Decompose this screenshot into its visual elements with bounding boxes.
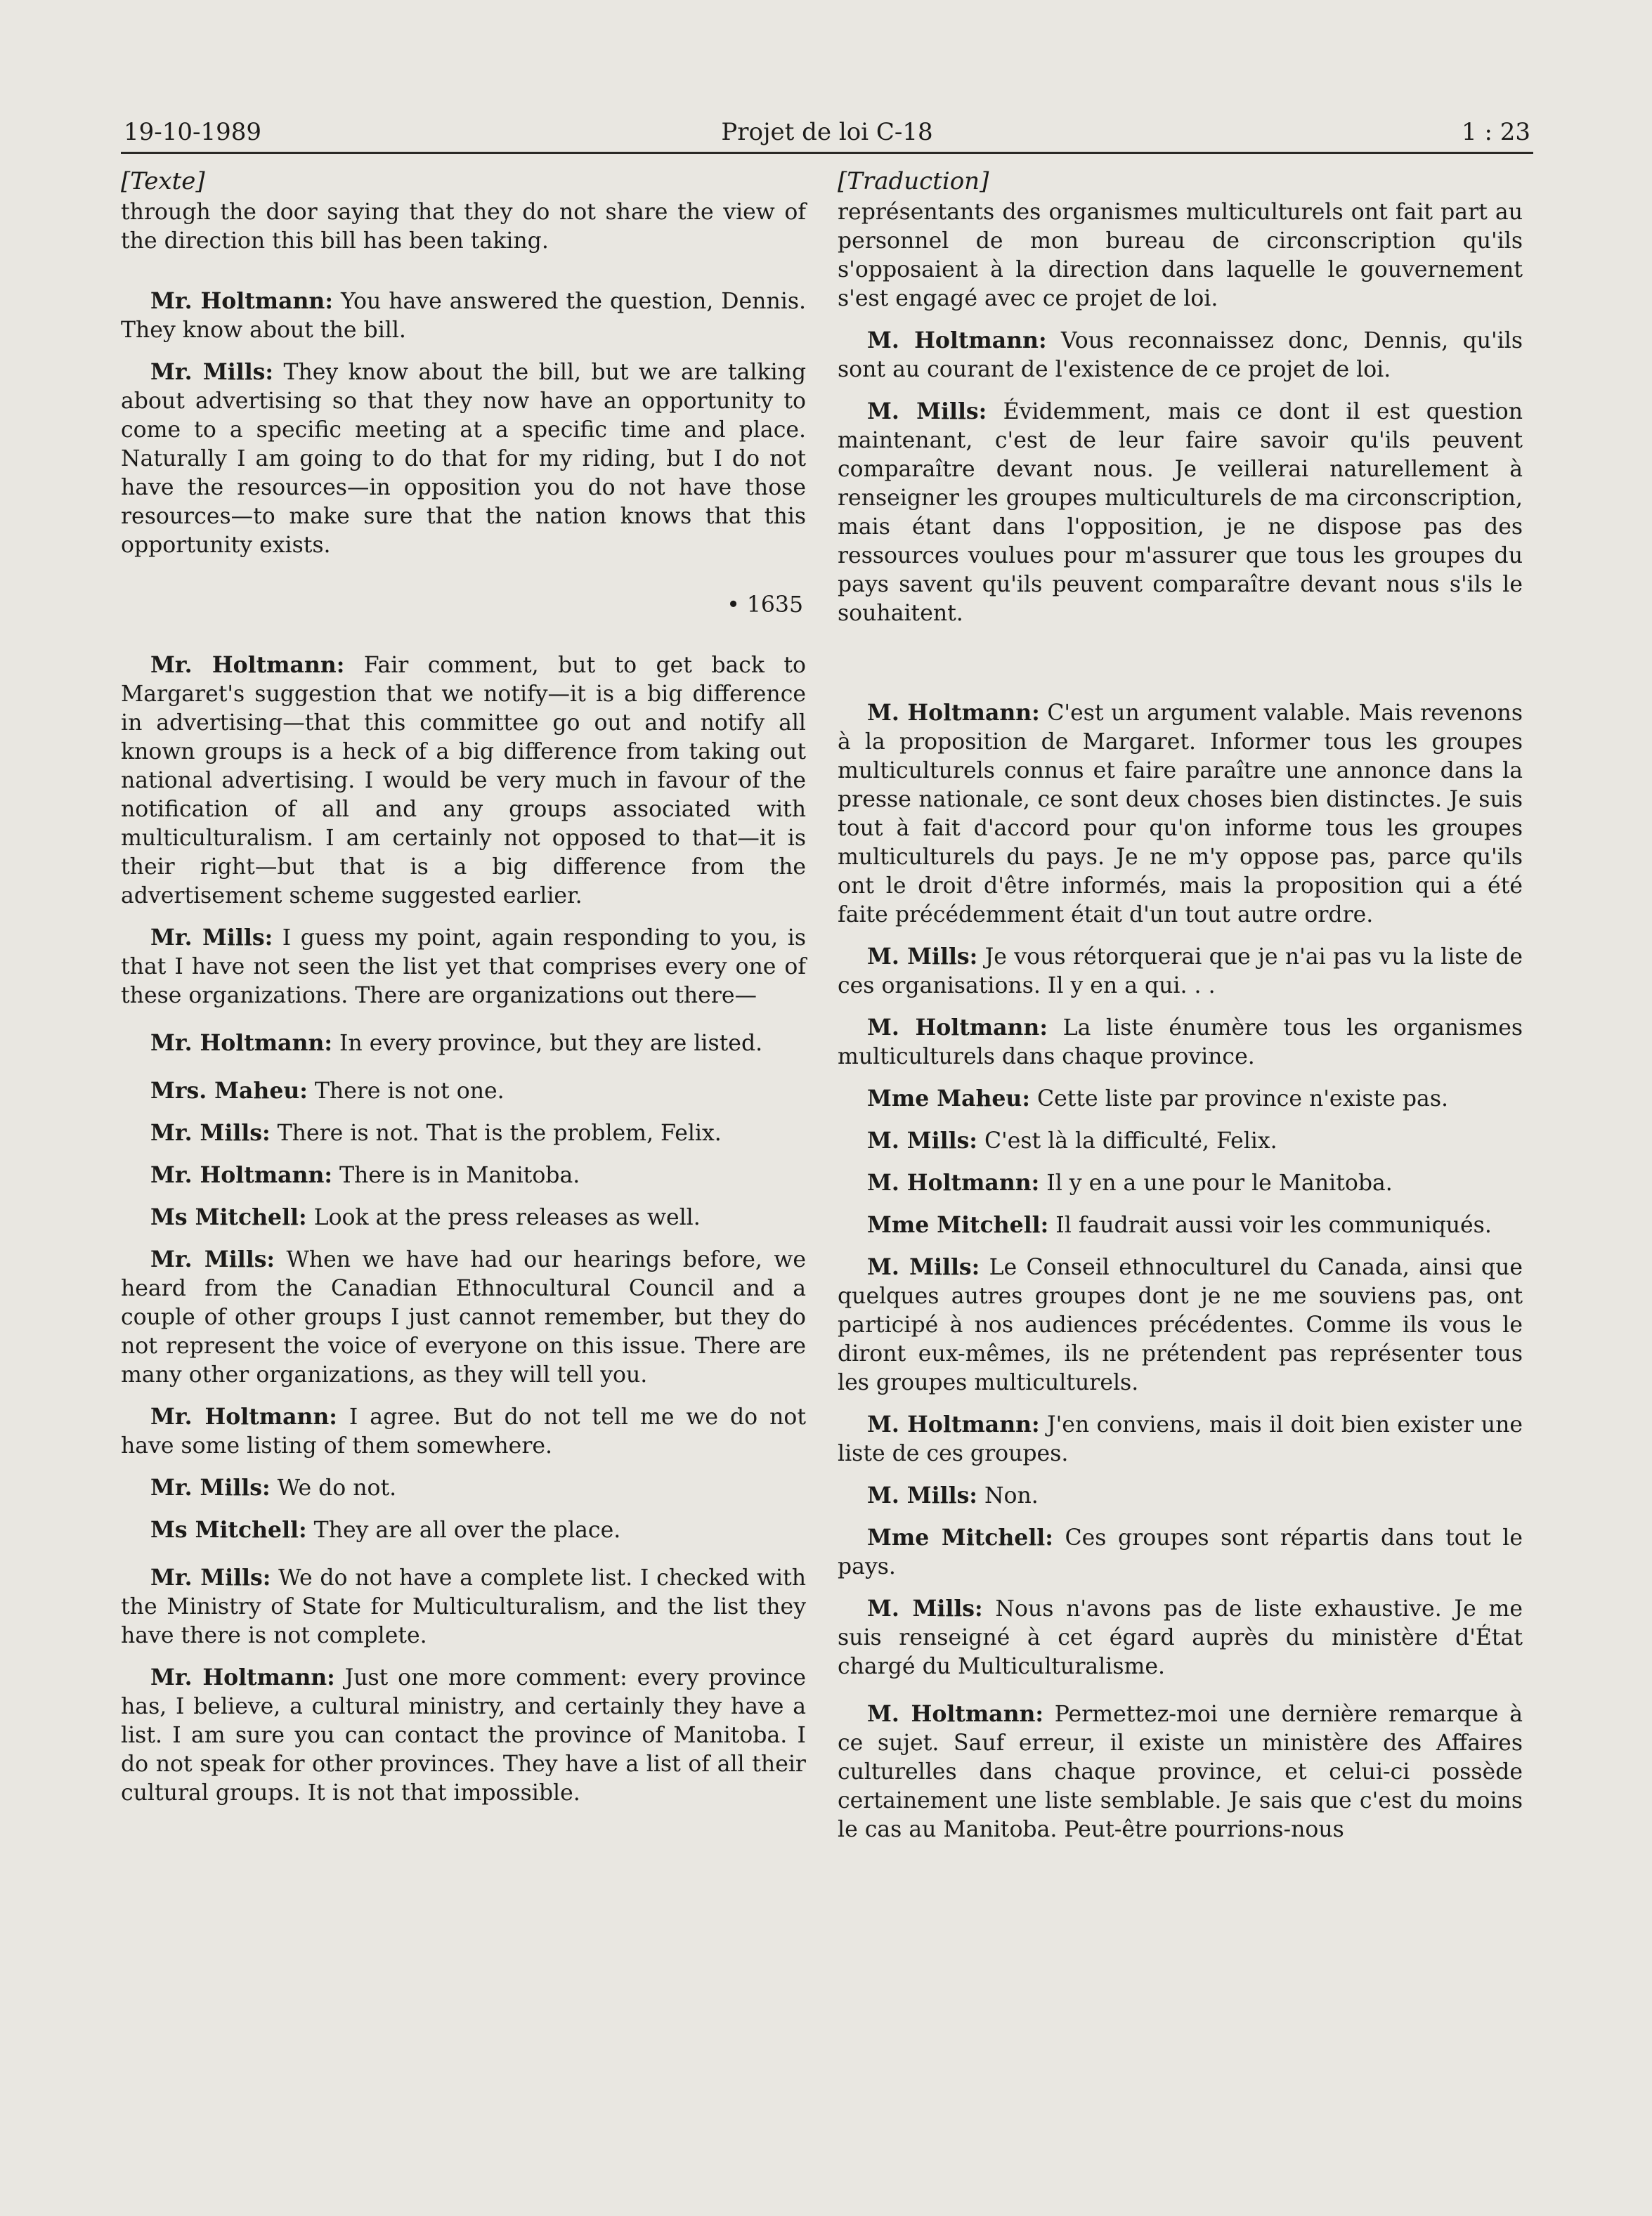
speech-text: There is in Manitoba.	[332, 1163, 580, 1188]
speech	[121, 1076, 806, 1106]
french-column	[838, 167, 1523, 1844]
speech-text: Just one more comment: every province has, I believe, a cultural ministry, and certainly they have a list. I am sure you can contact the province of Manitoba. I do not speak for other provinces. They have a list of all their cultural groups. It is not that impossible.	[121, 1665, 806, 1806]
speech-text: When we have had our hearings before, we heard from the Canadian Ethnocultural Council and a couple of other groups I just cannot remember, but they do not represent the voice of everyone on this issue. There are many other organizations, as they will tell you.	[121, 1247, 806, 1388]
speech	[838, 1481, 1523, 1511]
speaker-name: M. Holtmann:	[867, 1701, 1044, 1727]
speech	[838, 942, 1523, 1001]
speaker-name: Mr. Holtmann:	[150, 1664, 335, 1690]
speech	[838, 1410, 1523, 1468]
speech-text: We do not have a complete list. I checked with the Ministry of State for Multiculturalism, and the list they have there is not complete.	[121, 1565, 806, 1648]
speech	[121, 923, 806, 1010]
speech	[838, 1523, 1523, 1582]
speaker-name: Ms Mitchell:	[150, 1204, 307, 1230]
speech-text: Évidemment, mais ce dont il est question maintenant, c'est de leur faire savoir qu'ils peuvent comparaître devant nous. Je veillerai naturellement à renseigner les groupes multiculturels de ma circonscription, mais étant dans l'opposition, je ne dispose pas des ressources voulues pour m'assurer que tous les groupes du pays savent qu'ils peuvent comparaître devant nous s'ils le souhaitent.	[838, 399, 1523, 626]
speech-text: Non.	[977, 1483, 1039, 1508]
speech	[121, 1245, 806, 1390]
speaker-name: Mme Mitchell:	[867, 1212, 1049, 1238]
speech	[838, 698, 1523, 930]
speaker-name: M. Mills:	[867, 1254, 980, 1280]
speaker-name: M. Holtmann:	[867, 700, 1040, 726]
continuation-text: through the door saying that they do not share the view of the direction this bill has been taking.	[121, 200, 806, 254]
speech	[838, 1168, 1523, 1198]
speech-text: Il y en a une pour le Manitoba.	[1039, 1171, 1393, 1196]
speech-text: Nous n'avons pas de liste exhaustive. Je me suis renseigné à cet égard auprès du ministère d'État chargé du Multiculturalisme.	[838, 1596, 1523, 1679]
speech-text: Fair comment, but to get back to Margaret's suggestion that we notify—it is a big difference in advertising—that this committee go out and notify all known groups is a heck of a big difference from taking out national advertising. I would be very much in favour of the notification of all and any groups associated with multiculturalism. I am certainly not opposed to that—it is their right—but that is a big difference from the advertisement scheme suggested earlier.	[121, 653, 806, 908]
speaker-name: Mr. Holtmann:	[150, 652, 345, 678]
speech-text: Ces groupes sont répartis dans tout le pays.	[838, 1525, 1523, 1579]
speaker-name: M. Mills:	[867, 1482, 977, 1508]
speech	[838, 1594, 1523, 1681]
speaker-name: Mr. Mills:	[150, 1475, 271, 1501]
speech-text: Cette liste par province n'existe pas.	[1029, 1086, 1449, 1112]
speech-text: Le Conseil ethnoculturel du Canada, ainsi que quelques autres groupes dont je ne me souviens pas, ont participé à nos audiences précédentes. Comme ils vous le diront eux-mêmes, ils ne prétendent pas représenter tous les groupes multiculturels.	[838, 1255, 1523, 1395]
speech	[121, 287, 806, 345]
english-column	[121, 167, 806, 1808]
continuation-text: représentants des organismes multiculturels ont fait part au personnel de mon bureau de circonscription qu'ils s'opposaient à la direction dans laquelle le gouvernement s'est engagé avec ce projet de loi.	[838, 200, 1523, 311]
header-title: Projet de loi C-18	[721, 118, 933, 146]
language-tag: [Texte]	[121, 167, 205, 195]
speech	[838, 1013, 1523, 1071]
speech-text: There is not. That is the problem, Felix.	[270, 1121, 722, 1146]
speaker-name: M. Mills:	[867, 1596, 983, 1622]
speech	[121, 651, 806, 911]
speech-text: There is not one.	[307, 1078, 505, 1104]
speech	[121, 1161, 806, 1190]
speech	[838, 1084, 1523, 1114]
speaker-name: M. Holtmann:	[867, 327, 1047, 353]
speech	[838, 1126, 1523, 1156]
speech	[838, 1211, 1523, 1240]
speaker-name: Mr. Mills:	[150, 359, 274, 385]
speech	[121, 1402, 806, 1461]
speaker-name: Mr. Mills:	[150, 1565, 271, 1591]
header-page-number: 1 : 23	[1462, 118, 1530, 146]
speech-text: La liste énumère tous les organismes multiculturels dans chaque province.	[838, 1015, 1523, 1069]
speaker-name: M. Mills:	[867, 1128, 977, 1154]
speaker-name: M. Holtmann:	[867, 1170, 1040, 1196]
speech	[121, 1119, 806, 1148]
speech	[121, 1563, 806, 1650]
speaker-name: Mr. Holtmann:	[150, 288, 333, 314]
speech-text: C'est là la difficulté, Felix.	[977, 1128, 1277, 1154]
speaker-name: M. Holtmann:	[867, 1412, 1040, 1438]
speech-text: They know about the bill, but we are talking about advertising so that they now have an opportunity to come to a specific meeting at a specific time and place. Naturally I am going to do that for my riding, but I do not have the resources—in opposition you do not have those resources—to make sure that the nation knows that this opportunity exists.	[121, 360, 806, 558]
speech-text: You have answered the question, Dennis. They know about the bill.	[121, 289, 806, 343]
speaker-name: Mr. Holtmann:	[150, 1404, 337, 1430]
speech-text: I agree. But do not tell me we do not have some listing of them somewhere.	[121, 1404, 807, 1459]
speech	[838, 1253, 1523, 1397]
speaker-name: Mr. Holtmann:	[150, 1162, 332, 1188]
speaker-name: Mr. Mills:	[150, 925, 273, 951]
speaker-name: Mr. Holtmann:	[150, 1030, 332, 1056]
speech-text: Permettez-moi une dernière remarque à ce sujet. Sauf erreur, il existe un ministère des Affaires culturelles dans chaque province, et celui-ci possède certainement une liste semblable. Je sais que c'est du moins le cas au Manitoba. Peut-être pourrions-nous	[838, 1702, 1523, 1842]
speech-text: They are all over the place.	[306, 1518, 621, 1543]
speech	[121, 1203, 806, 1232]
speaker-name: Ms Mitchell:	[150, 1517, 307, 1543]
speech-text: I guess my point, again responding to you, is that I have not seen the list yet that comprises every one of these organizations. There are organizations out there—	[121, 925, 807, 1008]
speech-text: J'en conviens, mais il doit bien exister une liste de ces groupes.	[838, 1412, 1523, 1466]
speaker-name: M. Mills:	[867, 944, 978, 970]
speaker-name: Mr. Mills:	[150, 1246, 275, 1272]
speech-text: Vous reconnaissez donc, Dennis, qu'ils sont au courant de l'existence de ce projet de loi.	[838, 328, 1523, 382]
speech	[121, 1473, 806, 1503]
header-date: 19-10-1989	[124, 118, 262, 146]
timestamp: • 1635	[727, 592, 803, 618]
speaker-name: Mme Maheu:	[867, 1086, 1030, 1112]
speech-text: In every province, but they are listed.	[332, 1031, 763, 1056]
speaker-name: Mr. Mills:	[150, 1120, 271, 1146]
language-tag: [Traduction]	[838, 167, 989, 195]
speech-text: C'est un argument valable. Mais revenons à la proposition de Margaret. Informer tous les groupes multiculturels connus et faire paraître une annonce dans la presse nationale, ce sont deux choses bien distinctes. Je suis tout à fait d'accord pour qu'on informe tous les groupes multiculturels du pays. Je ne m'y oppose pas, parce qu'ils ont le droit d'être informés, mais la proposition qui a été faite précédemment était d'un tout autre ordre.	[838, 700, 1523, 927]
speech-text: Look at the press releases as well.	[306, 1205, 701, 1230]
speech	[838, 1700, 1523, 1844]
speech	[838, 397, 1523, 628]
running-header	[121, 112, 1533, 154]
speech-text: Je vous rétorquerai que je n'ai pas vu la liste de ces organisations. Il y en a qui. . .	[838, 944, 1523, 998]
speech-text: We do not.	[270, 1475, 397, 1501]
speaker-name: M. Mills:	[867, 398, 987, 424]
speech	[121, 1516, 806, 1545]
speech	[121, 358, 806, 560]
speaker-name: Mrs. Maheu:	[150, 1078, 308, 1104]
speech	[121, 1663, 806, 1808]
speech-text: Il faudrait aussi voir les communiqués.	[1048, 1213, 1492, 1238]
speech	[121, 1029, 806, 1058]
speech	[838, 326, 1523, 384]
speaker-name: M. Holtmann:	[867, 1015, 1048, 1041]
speaker-name: Mme Mitchell:	[867, 1525, 1053, 1551]
